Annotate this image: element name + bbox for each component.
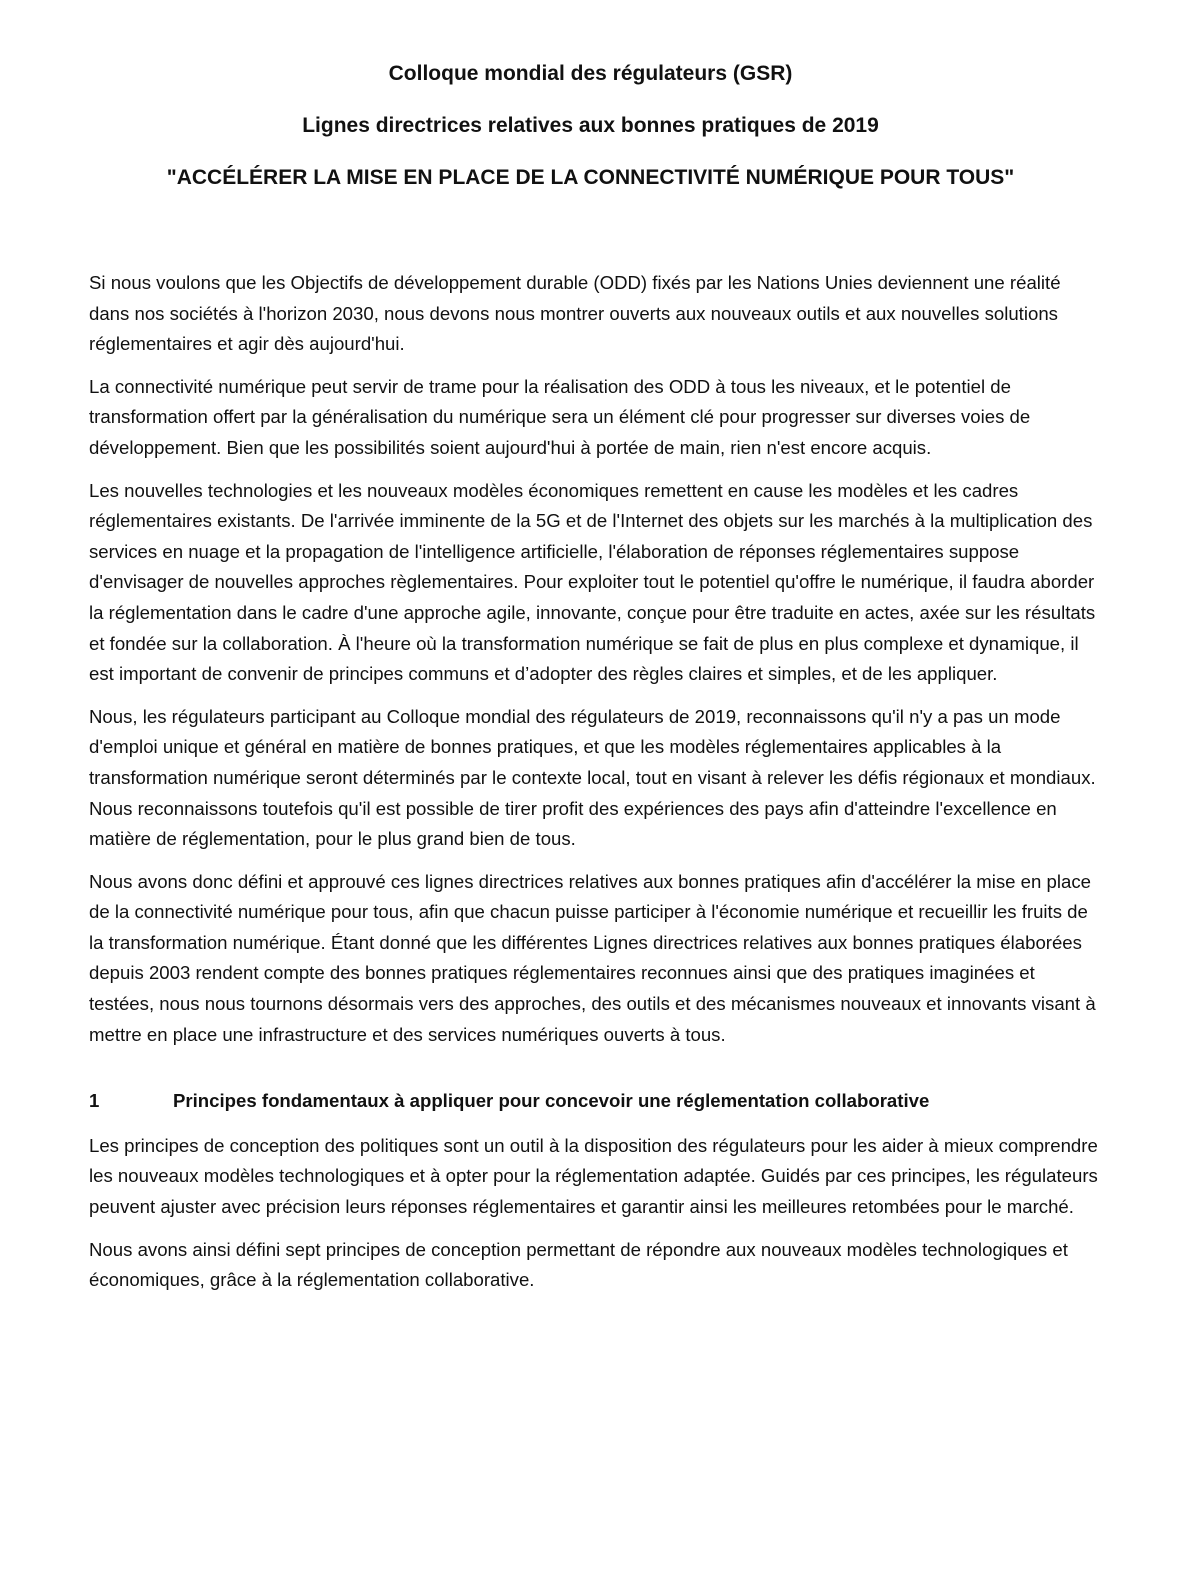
paragraph: Nous, les régulateurs participant au Colloque mondial des régulateurs de 2019, reconnaissons qu'il n'y a pas un mode d'emploi unique et général en matière de bonnes pratiques, et que les modèles réglementaires applicables à la transformation numérique seront déterminés par le contexte local, tout en visant à relever les défis régionaux et mondiaux. Nous reconnaissons toutefois qu'il est possible de tirer profit des expériences des pays afin d'atteindre l'excellence en matière de réglementation, pour le plus grand bien de tous. [89, 705, 1096, 850]
paragraph: Si nous voulons que les Objectifs de développement durable (ODD) fixés par les Nations Unies deviennent une réalité dans nos sociétés à l'horizon 2030, nous devons nous montrer ouverts aux nouveaux outils et aux nouvelles solutions réglementaires et agir dès aujourd'hui. [89, 272, 1061, 355]
paragraph: Les nouvelles technologies et les nouveaux modèles économiques remettent en cause les modèles et les cadres réglementaires existants. De l'arrivée imminente de la 5G et de l'Internet des objets sur les marchés à la multiplication des services en nuage et la propagation de l'intelligence artificielle, l'élaboration de réponses réglementaires suppose d'envisager de nouvelles approches règlementaires. Pour exploiter tout le potentiel qu'offre le numérique, il faudra aborder la réglementation dans le cadre d'une approche agile, innovante, conçue pour être traduite en actes, axée sur les résultats et fondée sur la collaboration. À l'heure où la transformation numérique se fait de plus en plus complexe et dynamique, il est important de convenir de principes communs et d’adopter des règles claires et simples, et de les appliquer. [89, 479, 1096, 685]
header-title-line-3: "ACCÉLÉRER LA MISE EN PLACE DE LA CONNECTIVITÉ NUMÉRIQUE POUR TOUS" [166, 166, 1015, 189]
document-header [60, 58, 1121, 214]
section-paragraph: Nous avons ainsi défini sept principes de conception permettant de répondre aux nouveaux modèles technologiques et économiques, grâce à la réglementation collaborative. [89, 1238, 1068, 1291]
section-title: Principes fondamentaux à appliquer pour concevoir une réglementation collaborative [173, 1090, 930, 1112]
document-body [89, 268, 1099, 1308]
section-number: 1 [89, 1090, 100, 1112]
paragraph: Nous avons donc défini et approuvé ces lignes directrices relatives aux bonnes pratiques afin d'accélérer la mise en place de la connectivité numérique pour tous, afin que chacun puisse participer à l'économie numérique et recueillir les fruits de la transformation numérique. Étant donné que les différentes Lignes directrices relatives aux bonnes pratiques élaborées depuis 2003 rendent compte des bonnes pratiques réglementaires reconnues ainsi que des pratiques imaginées et testées, nous nous tournons désormais vers des approches, des outils et des mécanismes nouveaux et innovants visant à mettre en place une infrastructure et des services numériques ouverts à tous. [89, 870, 1096, 1045]
section-heading [89, 1086, 1099, 1117]
section-paragraph: Les principes de conception des politiques sont un outil à la disposition des régulateurs pour les aider à mieux comprendre les nouveaux modèles technologiques et à opter pour la réglementation adaptée. Guidés par ces principes, les régulateurs peuvent ajuster avec précision leurs réponses réglementaires et garantir ainsi les meilleures retombées pour le marché. [89, 1134, 1098, 1218]
header-title-line-2: Lignes directrices relatives aux bonnes pratiques de 2019 [302, 114, 879, 137]
paragraph: La connectivité numérique peut servir de trame pour la réalisation des ODD à tous les niveaux, et le potentiel de transformation offert par la généralisation du numérique sera un élément clé pour progresser sur diverses voies de développement. Bien que les possibilités soient aujourd'hui à portée de main, rien n'est encore acquis. [89, 375, 1031, 458]
header-title-line-1: Colloque mondial des régulateurs (GSR) [388, 62, 793, 85]
